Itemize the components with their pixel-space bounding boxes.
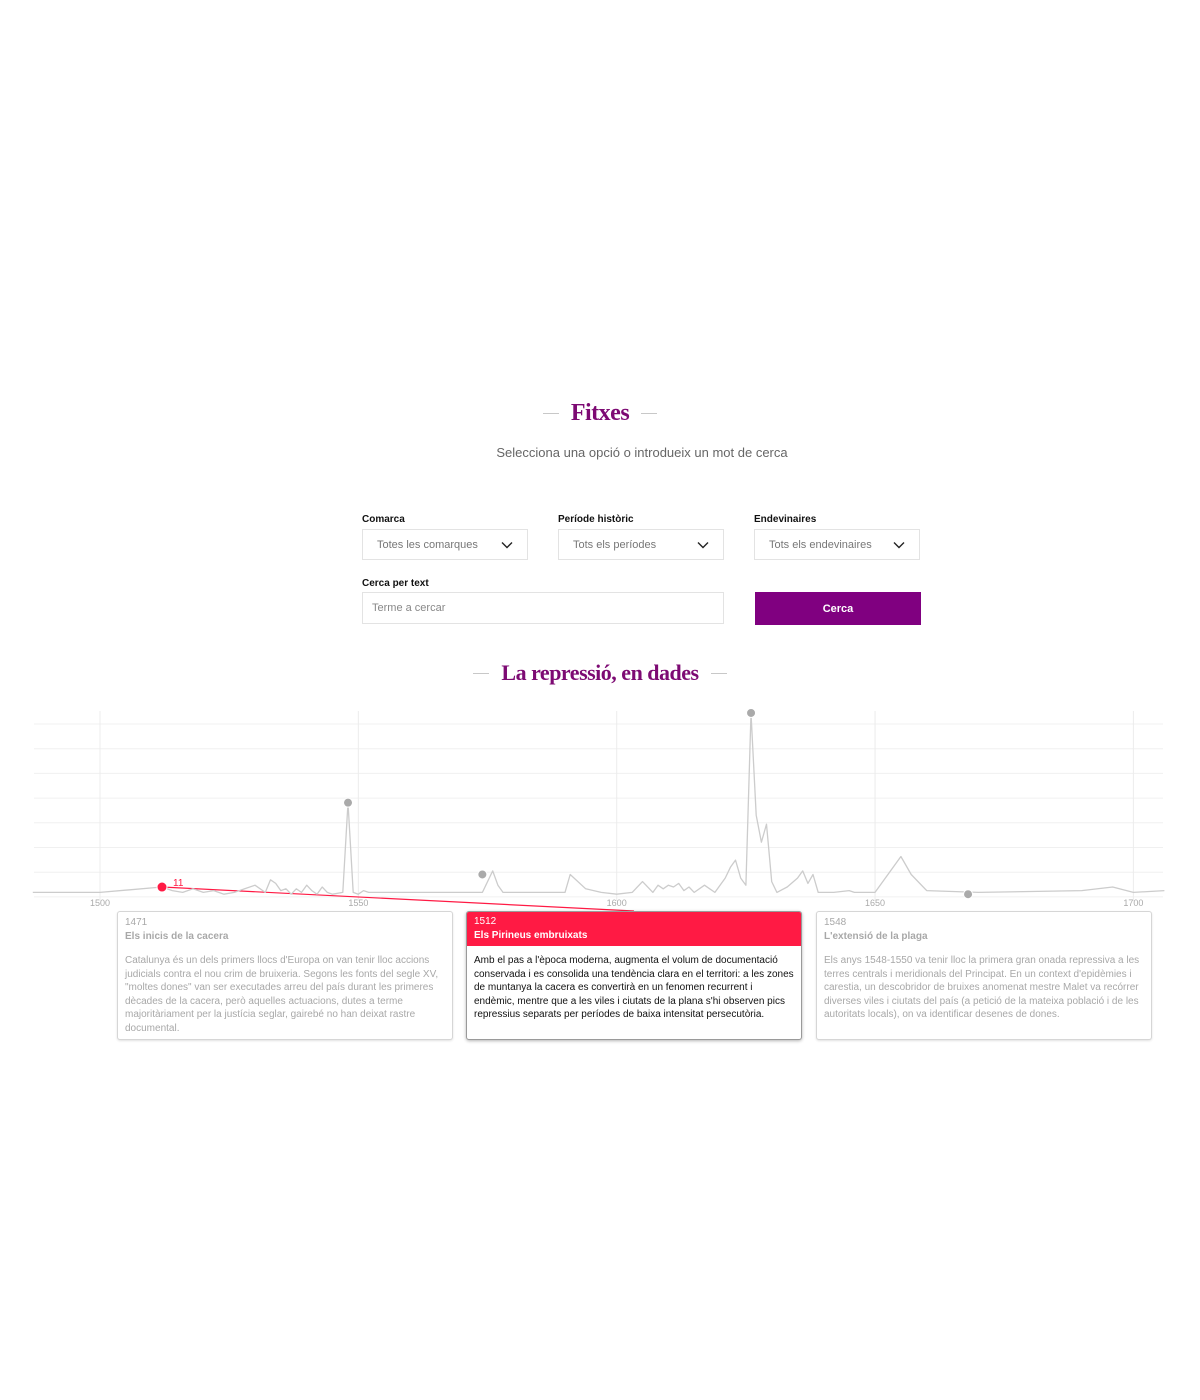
search-input[interactable] (362, 592, 724, 624)
endevinaires-select[interactable] (754, 529, 920, 560)
card-header (118, 912, 452, 946)
periode-label: Període històric (558, 514, 634, 525)
chart-markers[interactable] (157, 708, 973, 898)
periode-value: Tots els períodes (573, 538, 657, 551)
card-year: 1471 (125, 917, 148, 928)
x-tick-label: 1650 (865, 898, 886, 908)
chart-grid (34, 711, 1163, 901)
card-title: L'extensió de la plaga (824, 931, 928, 942)
search-button[interactable]: Cerca (755, 592, 921, 625)
timeline-card-1471[interactable] (117, 911, 453, 1040)
x-tick-label: 1500 (89, 898, 111, 908)
periode-select[interactable] (558, 529, 724, 560)
timeline-marker[interactable] (344, 798, 353, 807)
search-label: Cerca per text (362, 578, 429, 589)
title-dash-right (711, 673, 727, 674)
endevinaires-value: Tots els endevinaires (769, 538, 872, 551)
comarca-label: Comarca (362, 514, 405, 525)
x-tick-label: 1600 (606, 898, 627, 908)
chevron-down-icon (697, 541, 709, 549)
data-heading (0, 660, 1200, 686)
fitxes-subtitle: Selecciona una opció o introdueix un mot de cerca (496, 445, 788, 460)
card-title: Els inicis de la cacera (125, 931, 229, 942)
marker-connector (162, 887, 634, 911)
title-dash-left (543, 413, 559, 414)
comarca-select[interactable] (362, 529, 528, 560)
active-marker[interactable] (157, 882, 167, 892)
chevron-down-icon (893, 541, 905, 549)
connector-line (162, 887, 634, 911)
timeline-card-1548[interactable] (816, 911, 1152, 1040)
chart-series (33, 713, 1165, 894)
card-header (467, 912, 801, 946)
card-title: Els Pirineus embruixats (474, 930, 588, 941)
x-tick-label: 1550 (348, 898, 369, 908)
marker-value-label: 11 (173, 878, 184, 890)
card-text: Els anys 1548-1550 va tenir lloc la primera gran onada repressiva a les terres centrals i meridionals del Principat. En un context d'epidèmies i carestia, un descobridor de bruixes anomenat mestre Malet va recórrer diverses viles i ciutats del país (a petició de la mateixa població i de les autoritats locals), on va identificar desenes de dones. (824, 955, 1140, 1021)
data-title: La repressió, en dades (501, 660, 699, 685)
x-tick-label: 1700 (1123, 898, 1144, 908)
title-dash-right (641, 413, 657, 414)
fitxes-title: Fitxes (570, 400, 630, 426)
x-axis (90, 898, 1143, 908)
endevinaires-label: Endevinaires (754, 514, 817, 525)
card-header (817, 912, 1151, 946)
chevron-down-icon (501, 541, 513, 549)
timeline-marker[interactable] (747, 708, 756, 717)
comarca-value: Totes les comarques (377, 538, 478, 551)
card-text: Catalunya és un dels primers llocs d'Europa on van tenir lloc accions judicials contra el nou crim de bruixeria. Segons les fonts del segle XV, "moltes dones" van ser executades arreu del país durant les primeres dècades de la cacera, però aquelles actuacions, dutes a terme majoritàriament per la justícia seglar, gairebé no han deixat rastre documental. (125, 955, 439, 1034)
series-line (33, 713, 1165, 894)
fitxes-heading (0, 400, 1200, 427)
timeline-card-1512[interactable] (466, 911, 802, 1040)
timeline-marker[interactable] (964, 890, 973, 899)
card-text: Amb el pas a l'època moderna, augmenta el volum de documentació conservada i es consolida una tendència clara en el territori: a les zones de muntanya la cacera es convertirà en un fenomen recurrent i endèmic, mentre que a les viles i ciutats de la plana s'hi observen pics repressius separats per períodes de baixa intensitat persecutòria. (474, 955, 794, 1021)
card-year: 1512 (474, 916, 497, 927)
timeline-marker[interactable] (478, 870, 487, 879)
timeline-chart[interactable] (0, 700, 1200, 915)
title-dash-left (473, 673, 489, 674)
card-year: 1548 (824, 917, 847, 928)
